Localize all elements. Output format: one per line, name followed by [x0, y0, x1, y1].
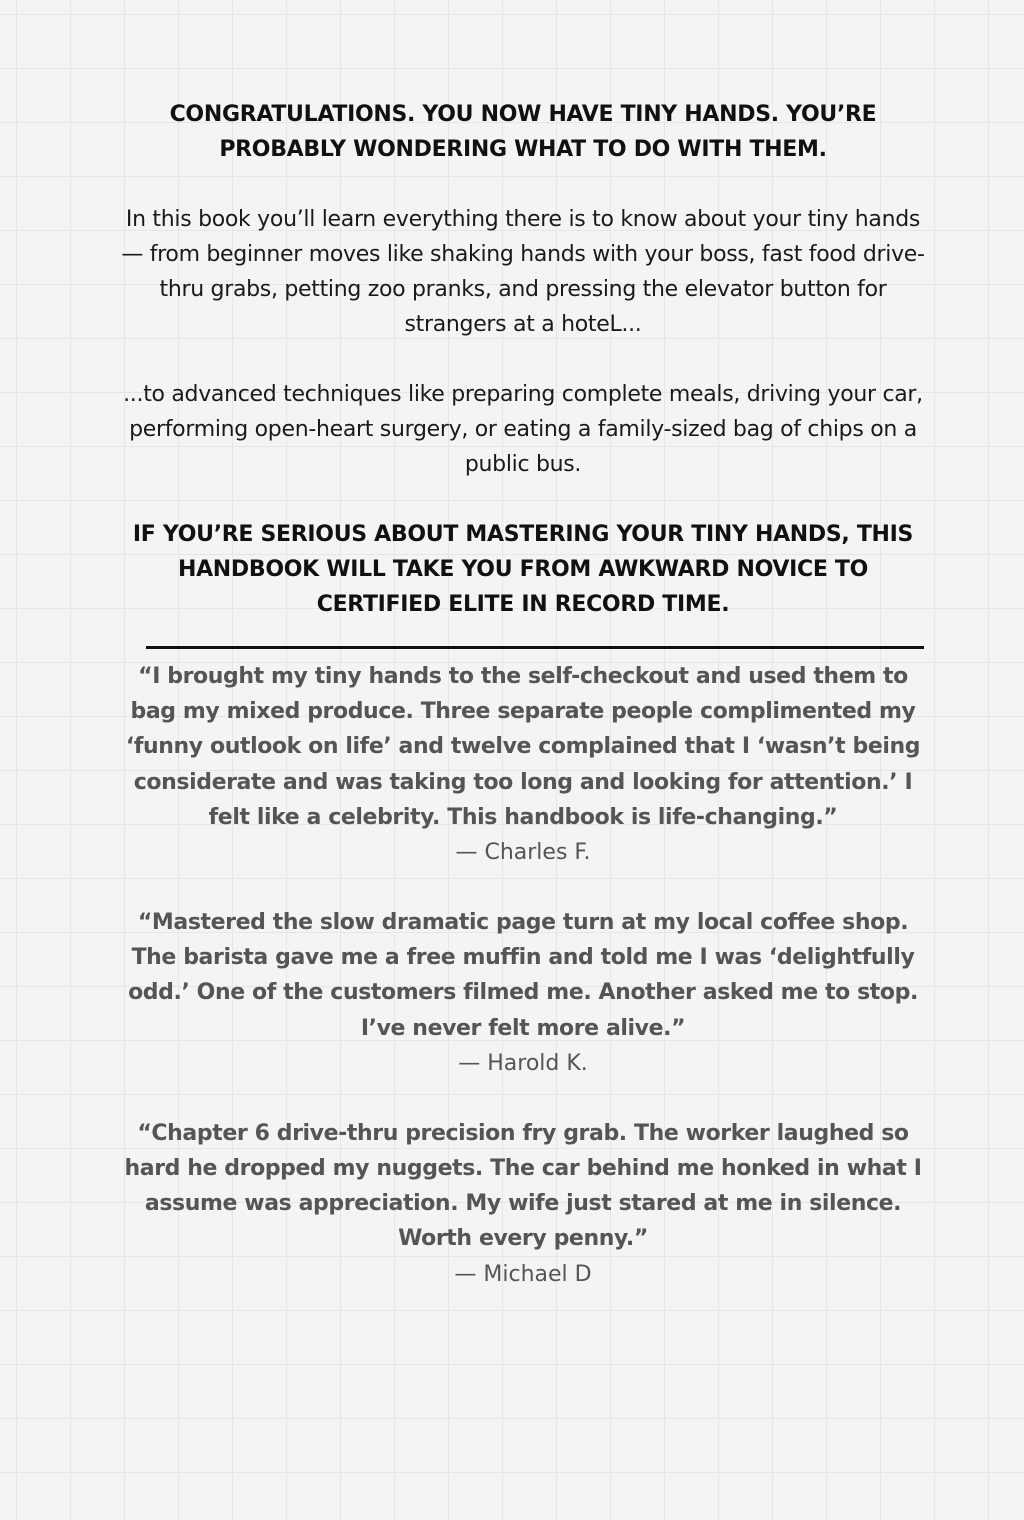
testimonial-item [120, 1116, 926, 1292]
testimonial-quote: “I brought my tiny hands to the self-checkout and used them to bag my mixed produce. Three separate people complimented my ‘funny outlook on life’ and twelve complained that I ‘wasn’t being considerate and was taking too long and looking for attention.’ I felt like a celebrity. This handbook is life-changing.” [125, 664, 921, 830]
section-divider [146, 646, 924, 649]
testimonial-item [120, 905, 926, 1081]
testimonial-item [120, 659, 926, 870]
intro-headline: CONGRATULATIONS. YOU NOW HAVE TINY HANDS. YOU’RE PROBABLY WONDERING WHAT TO DO WITH THEM. [169, 102, 877, 162]
testimonial-author: — Charles F. [455, 840, 591, 866]
intro-paragraph-beginner: In this book you’ll learn everything there is to know about your tiny hands — from beginner moves like shaking hands with your boss, fast food drive-thru grabs, petting zoo pranks, and pressing the elevator button for strangers at a hoteL... [121, 207, 925, 337]
testimonial-quote: “Mastered the slow dramatic page turn at my local coffee shop. The barista gave me a free muffin and told me I was ‘delightfully odd.’ One of the customers filmed me. Another asked me to stop. I’ve never felt more alive.” [128, 910, 918, 1041]
testimonial-author: — Harold K. [458, 1050, 588, 1076]
testimonial-quote: “Chapter 6 drive-thru precision fry grab. The worker laughed so hard he dropped my nuggets. The car behind me honked in what I assume was appreciation. My wife just stared at me in silence. Worth every penny.” [124, 1120, 922, 1252]
testimonial-author: — Michael D [454, 1261, 592, 1287]
book-back-cover [120, 97, 926, 1292]
closing-statement: IF YOU’RE SERIOUS ABOUT MASTERING YOUR TINY HANDS, THIS HANDBOOK WILL TAKE YOU FROM AWKWARD NOVICE TO CERTIFIED ELITE IN RECORD TIME. [132, 522, 914, 617]
intro-paragraph-advanced: ...to advanced techniques like preparing complete meals, driving your car, performing open-heart surgery, or eating a family-sized bag of chips on a public bus. [123, 382, 923, 477]
